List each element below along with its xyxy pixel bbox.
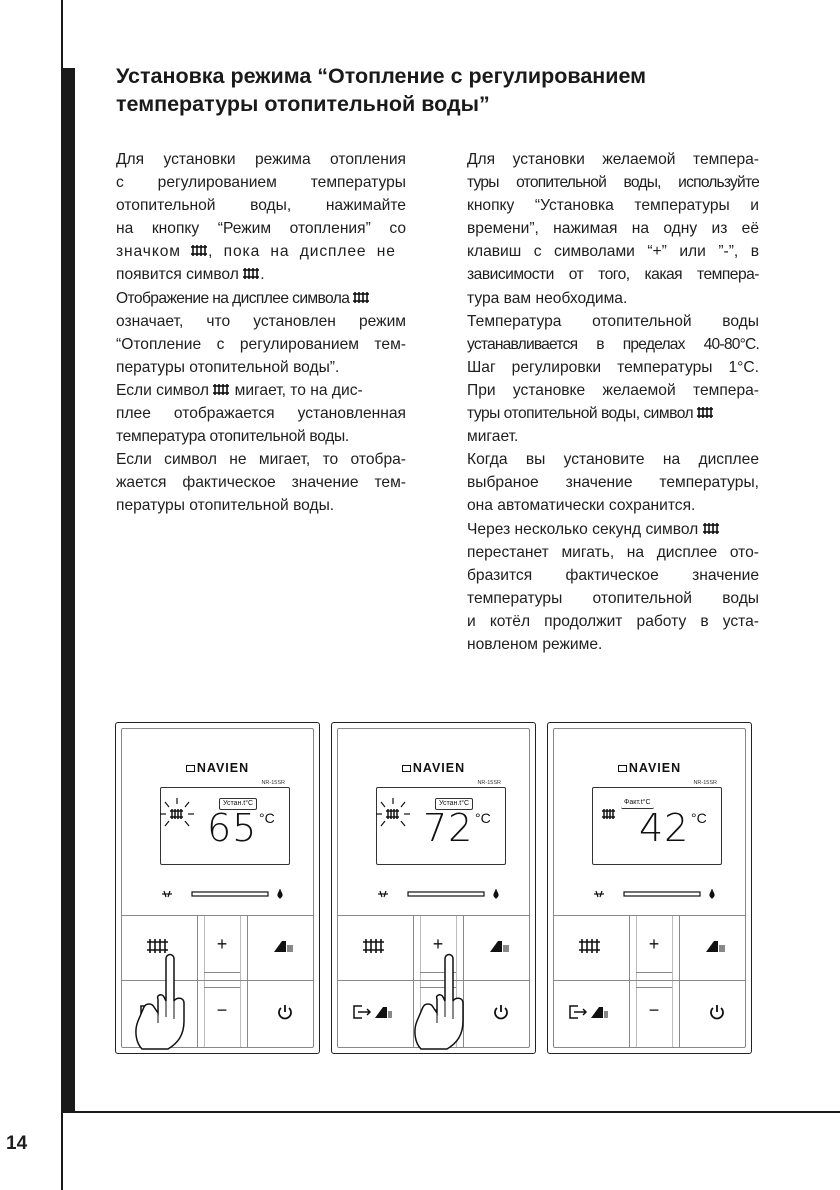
title-line-1: Установка режима “Отопление с регулированием <box>116 64 647 88</box>
controller-panel-2 <box>331 722 536 1054</box>
status-bar <box>378 889 508 899</box>
chapter-sidebar-bar <box>61 68 75 1112</box>
text-fragment: Отображение на дисплее символа <box>116 289 350 307</box>
power-button[interactable] <box>493 1004 509 1020</box>
text-fragment: туры отопительной воды, символ <box>467 405 694 423</box>
power-button[interactable] <box>277 1004 293 1020</box>
power-button[interactable] <box>709 1004 725 1020</box>
right-column-text <box>467 148 759 656</box>
text-line <box>116 287 406 310</box>
temperature-readout: 65 <box>207 806 258 850</box>
text-line <box>116 240 406 263</box>
text-line: и котёл продолжит работу в уста- <box>467 612 759 630</box>
text-line: “Отопление с регулированием тем- <box>116 335 406 353</box>
text-line: зависимости от того, какая темпера- <box>467 266 759 284</box>
radiator-icon <box>213 382 230 396</box>
brand-name: NAVIEN <box>412 761 466 775</box>
brand-name: NAVIEN <box>196 761 250 775</box>
radiator-icon <box>703 521 720 535</box>
radiator-icon <box>591 796 627 832</box>
panel-bezel <box>121 728 314 1048</box>
lcd-display <box>376 787 506 865</box>
text-fragment: значком <box>116 243 181 261</box>
lcd-display <box>592 787 722 865</box>
plus-button[interactable]: + <box>216 934 228 954</box>
text-line: туры отопительной воды, используйте <box>467 174 759 192</box>
brand-logo <box>122 761 313 775</box>
text-line: новленом режиме. <box>467 635 603 653</box>
temperature-readout: 72 <box>423 806 474 850</box>
text-fragment: Через несколько секунд символ <box>467 520 699 538</box>
text-line: Если символ не мигает, то отобра- <box>116 451 406 469</box>
unit-label: °C <box>691 810 707 826</box>
unit-label: °C <box>259 810 275 826</box>
text-fragment: . <box>260 266 265 284</box>
panel-bezel <box>337 728 530 1048</box>
pointing-hand-icon <box>132 951 194 1051</box>
text-line: клавиш с символами “+” или ”-”, в <box>467 243 759 261</box>
text-line: пературы отопительной воды”. <box>116 358 340 376</box>
text-line: устанавливается в пределах 40-80°С. <box>467 335 759 353</box>
text-fragment: , пока на дисплее не <box>208 243 396 261</box>
radiator-icon <box>243 266 260 280</box>
blinking-radiator-icon <box>375 796 411 832</box>
text-line: на кнопку “Режим отопления” со <box>116 220 406 238</box>
model-label: NR-15SR <box>261 780 285 786</box>
page-number: 14 <box>6 1133 28 1154</box>
text-line: тура вам необходима. <box>467 289 628 307</box>
button-area <box>554 915 745 1047</box>
model-label: NR-15SR <box>693 780 717 786</box>
dhw-mode-button[interactable] <box>704 939 728 953</box>
heating-mode-button[interactable] <box>363 938 385 954</box>
text-line: бразится фактическое значение <box>467 566 759 584</box>
temperature-readout: 42 <box>639 806 690 850</box>
text-line: с регулированием температуры <box>116 174 406 192</box>
text-line: мигает. <box>467 428 519 446</box>
text-line: пературы отопительной воды. <box>116 497 335 515</box>
dhw-mode-button[interactable] <box>488 939 512 953</box>
pointing-hand-icon <box>411 951 473 1051</box>
mode-label: Факт.t°C <box>621 798 654 809</box>
radiator-icon <box>191 243 208 257</box>
text-line: Температура отопительной воды <box>467 312 759 330</box>
text-line: температура отопительной воды. <box>116 428 349 446</box>
text-line <box>467 518 759 541</box>
text-fragment: мигает, то на дис- <box>234 381 363 399</box>
plus-button[interactable]: + <box>648 934 660 954</box>
controller-panel-1 <box>115 722 320 1054</box>
title-line-2: температуры отопительной воды” <box>116 92 490 116</box>
text-line: Для установки желаемой темпера- <box>467 151 759 168</box>
lcd-display <box>160 787 290 865</box>
brand-logo <box>554 761 745 775</box>
text-line: отопительной воды, нажимайте <box>116 197 406 215</box>
minus-button[interactable]: − <box>648 1000 660 1020</box>
minus-button[interactable]: − <box>216 1000 228 1020</box>
text-line: кнопку “Установка температуры и <box>467 197 759 215</box>
text-line: Для установки режима отопления <box>116 151 406 168</box>
brand-logo <box>338 761 529 775</box>
text-line: плее отображается установленная <box>116 405 406 423</box>
radiator-icon <box>697 405 714 419</box>
text-fragment: Если символ <box>116 381 209 399</box>
text-line: температуры отопительной воды <box>467 589 759 607</box>
left-column-text <box>116 148 406 518</box>
radiator-icon <box>353 290 370 304</box>
footer-rule <box>61 1111 840 1113</box>
text-line: означает, что установлен режим <box>116 312 406 330</box>
brand-name: NAVIEN <box>628 761 682 775</box>
away-mode-button[interactable] <box>569 1005 609 1019</box>
text-line: выбраное значение температуры, <box>467 474 759 492</box>
status-bar <box>594 889 724 899</box>
text-line <box>116 379 406 402</box>
unit-label: °C <box>475 810 491 826</box>
text-line: времени”, нажимая на одну из её <box>467 220 759 238</box>
panel-bezel <box>553 728 746 1048</box>
text-line: перестанет мигать, на дисплее ото- <box>467 543 759 561</box>
section-title <box>116 62 756 118</box>
away-mode-button[interactable] <box>353 1005 393 1019</box>
blinking-radiator-icon <box>159 796 195 832</box>
mode-label: Устан.t°C <box>435 798 473 810</box>
dhw-mode-button[interactable] <box>272 939 296 953</box>
status-bar <box>162 889 292 899</box>
mode-label: Устан.t°C <box>219 798 257 810</box>
text-line <box>116 263 406 286</box>
model-label: NR-15SR <box>477 780 501 786</box>
text-line: жается фактическое значение тем- <box>116 474 406 492</box>
text-line: она автоматически сохранится. <box>467 497 696 515</box>
heating-mode-button[interactable] <box>579 938 601 954</box>
text-line: Когда вы установите на дисплее <box>467 451 759 469</box>
controller-panel-3 <box>547 722 752 1054</box>
text-line: При установке желаемой темпера- <box>467 381 759 399</box>
text-fragment: появится символ <box>116 266 239 284</box>
text-line <box>467 402 759 425</box>
plus-button[interactable]: + <box>432 934 444 954</box>
text-line: Шаг регулировки температуры 1°С. <box>467 358 759 376</box>
